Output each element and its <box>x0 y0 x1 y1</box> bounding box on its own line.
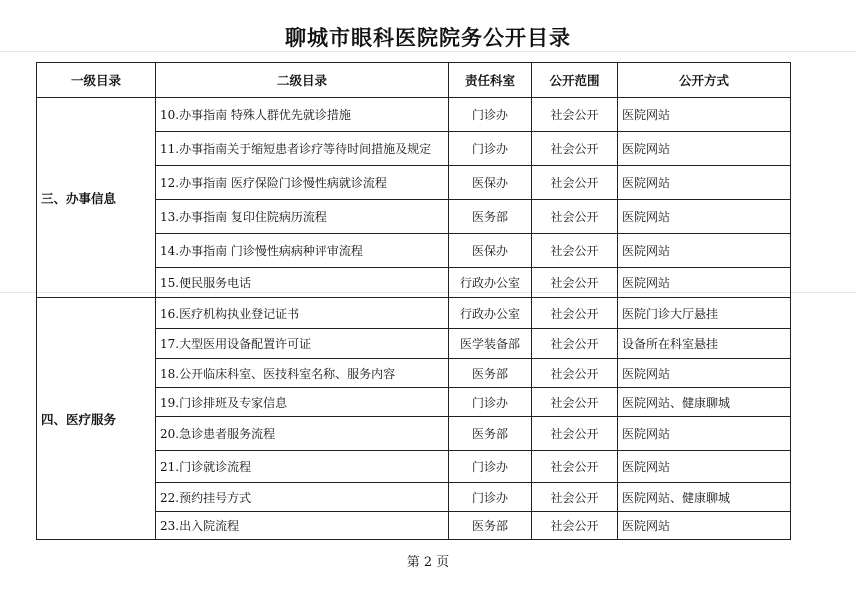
dept-cell: 门诊办 <box>449 388 532 417</box>
dept-cell: 医务部 <box>449 200 532 234</box>
dept-cell: 医务部 <box>449 417 532 451</box>
method-cell: 医院网站、健康聊城 <box>618 388 791 417</box>
method-cell: 医院网站 <box>618 268 791 298</box>
method-cell: 医院网站 <box>618 234 791 268</box>
item-cell: 17.大型医用设备配置许可证 <box>156 329 449 359</box>
dept-cell: 行政办公室 <box>449 268 532 298</box>
scope-cell: 社会公开 <box>532 512 618 540</box>
item-cell: 16.医疗机构执业登记证书 <box>156 298 449 329</box>
scope-cell: 社会公开 <box>532 200 618 234</box>
item-cell: 10.办事指南 特殊人群优先就诊措施 <box>156 98 449 132</box>
table-header-row <box>37 63 791 98</box>
category-cell: 三、办事信息 <box>37 98 156 298</box>
item-cell: 15.便民服务电话 <box>156 268 449 298</box>
item-cell: 23.出入院流程 <box>156 512 449 540</box>
scope-cell: 社会公开 <box>532 451 618 483</box>
method-cell: 医院网站 <box>618 359 791 388</box>
scope-cell: 社会公开 <box>532 329 618 359</box>
scope-cell: 社会公开 <box>532 388 618 417</box>
disclosure-catalog-table <box>36 62 791 540</box>
method-cell: 医院网站 <box>618 132 791 166</box>
method-cell: 医院网站 <box>618 451 791 483</box>
method-cell: 医院网站 <box>618 200 791 234</box>
scope-cell: 社会公开 <box>532 234 618 268</box>
dept-cell: 医学装备部 <box>449 329 532 359</box>
item-cell: 22.预约挂号方式 <box>156 483 449 512</box>
item-cell: 12.办事指南 医疗保险门诊慢性病就诊流程 <box>156 166 449 200</box>
header-level2: 二级目录 <box>156 63 449 98</box>
method-cell: 医院网站 <box>618 98 791 132</box>
method-cell: 医院网站 <box>618 417 791 451</box>
table-row <box>37 298 791 329</box>
dept-cell: 行政办公室 <box>449 298 532 329</box>
scope-cell: 社会公开 <box>532 417 618 451</box>
dept-cell: 门诊办 <box>449 132 532 166</box>
dept-cell: 医务部 <box>449 512 532 540</box>
scope-cell: 社会公开 <box>532 166 618 200</box>
scope-cell: 社会公开 <box>532 359 618 388</box>
item-cell: 18.公开临床科室、医技科室名称、服务内容 <box>156 359 449 388</box>
dept-cell: 门诊办 <box>449 483 532 512</box>
header-method: 公开方式 <box>618 63 791 98</box>
method-cell: 医院网站、健康聊城 <box>618 483 791 512</box>
item-cell: 11.办事指南关于缩短患者诊疗等待时间措施及规定 <box>156 132 449 166</box>
item-cell: 13.办事指南 复印住院病历流程 <box>156 200 449 234</box>
table-row <box>37 98 791 132</box>
scope-cell: 社会公开 <box>532 132 618 166</box>
scope-cell: 社会公开 <box>532 98 618 132</box>
dept-cell: 医务部 <box>449 359 532 388</box>
item-cell: 14.办事指南 门诊慢性病病种评审流程 <box>156 234 449 268</box>
dept-cell: 医保办 <box>449 166 532 200</box>
document-title: 聊城市眼科医院院务公开目录 <box>285 26 571 50</box>
table-body <box>37 98 791 540</box>
method-cell: 设备所在科室悬挂 <box>618 329 791 359</box>
scope-cell: 社会公开 <box>532 298 618 329</box>
item-cell: 21.门诊就诊流程 <box>156 451 449 483</box>
method-cell: 医院网站 <box>618 512 791 540</box>
scope-cell: 社会公开 <box>532 268 618 298</box>
header-level1: 一级目录 <box>37 63 156 98</box>
page-number: 第 2 页 <box>406 555 450 570</box>
dept-cell: 门诊办 <box>449 98 532 132</box>
item-cell: 20.急诊患者服务流程 <box>156 417 449 451</box>
category-cell: 四、医疗服务 <box>37 298 156 540</box>
scope-cell: 社会公开 <box>532 483 618 512</box>
item-cell: 19.门诊排班及专家信息 <box>156 388 449 417</box>
dept-cell: 门诊办 <box>449 451 532 483</box>
method-cell: 医院门诊大厅悬挂 <box>618 298 791 329</box>
header-dept: 责任科室 <box>449 63 532 98</box>
header-scope: 公开范围 <box>532 63 618 98</box>
dept-cell: 医保办 <box>449 234 532 268</box>
method-cell: 医院网站 <box>618 166 791 200</box>
